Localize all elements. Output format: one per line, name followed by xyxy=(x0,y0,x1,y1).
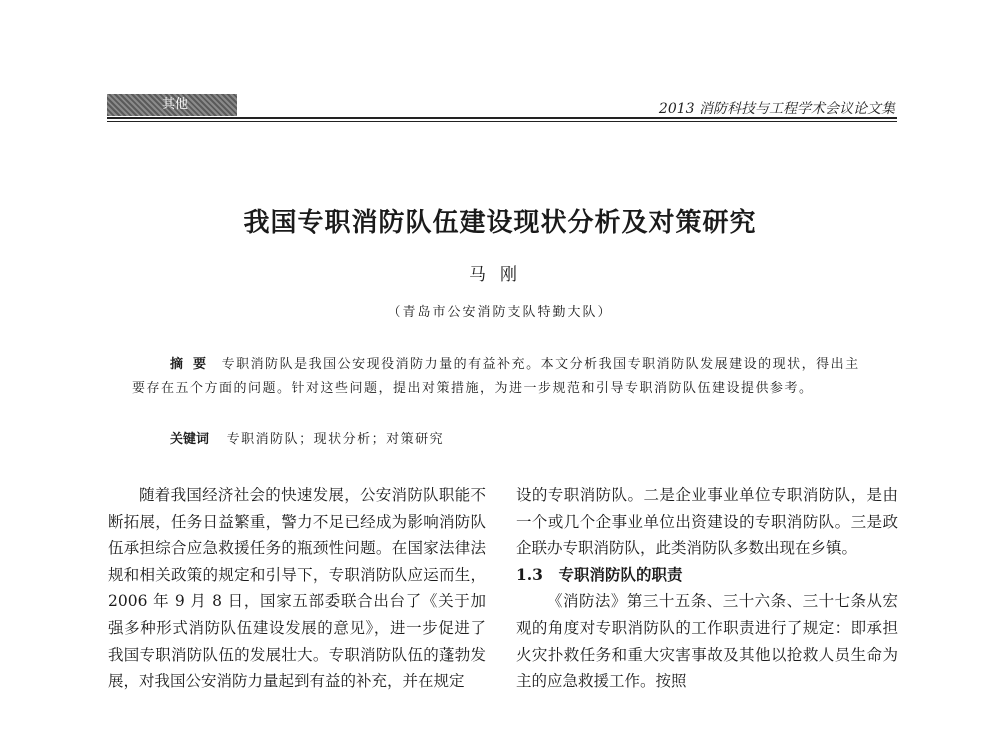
paper-title: 我国专职消防队伍建设现状分析及对策研究 xyxy=(243,208,757,238)
section-heading: 1.3 专职消防队的职责 xyxy=(516,564,683,584)
abstract xyxy=(132,353,872,401)
body-paragraph-continued: 设的专职消防队。二是企业事业单位专职消防队，是由一个或几个企事业单位出资建设的专职消防队。三是政企联办专职消防队，此类消防队多数出现在乡镇。 xyxy=(516,486,898,558)
header-rule xyxy=(107,117,897,119)
keywords xyxy=(170,428,444,447)
abstract-text: 专职消防队是我国公安现役消防力量的有益补充。本文分析我国专职消防队发展建设的现状，得出主要存在五个方面的问题。针对这些问题，提出对策措施，为进一步规范和引导专职消防队伍建设提供参考。 xyxy=(132,357,860,396)
author-affiliation: （青岛市公安消防支队特勤大队） xyxy=(387,305,613,320)
header-rule-thin xyxy=(107,121,897,122)
keywords-label: 关键词 xyxy=(170,432,210,447)
body-column-left xyxy=(108,482,486,695)
body-paragraph: 《消防法》第三十五条、三十六条、三十七条从宏观的角度对专职消防队的工作职责进行了规定：即承担火灾扑救任务和重大灾害事故及其他以抢救人员生命为主的应急救援工作。按照 xyxy=(516,592,898,691)
author-name: 马刚 xyxy=(469,265,531,285)
body-column-right xyxy=(516,482,898,695)
journal-title: 2013 消防科技与工程学术会议论文集 xyxy=(658,101,895,117)
section-tag: 其他 xyxy=(107,94,237,116)
abstract-label: 摘要 xyxy=(170,357,217,372)
body-paragraph: 随着我国经济社会的快速发展，公安消防队职能不断拓展，任务日益繁重，警力不足已经成为影响消防队伍承担综合应急救援任务的瓶颈性问题。在国家法律法规和相关政策的规定和引导下，专职消防队应运而生，2006 年 9 月 8 日，国家五部委联合出台了《关于加强多种形式消防队伍建设发展的意见》，进一步促进了我国专职消防队伍的发展壮大。专职消防队伍的蓬勃发展，对我国公安消防力量起到有益的补充，并在规定 xyxy=(108,486,486,691)
keywords-text: 专职消防队；现状分析；对策研究 xyxy=(226,432,445,447)
